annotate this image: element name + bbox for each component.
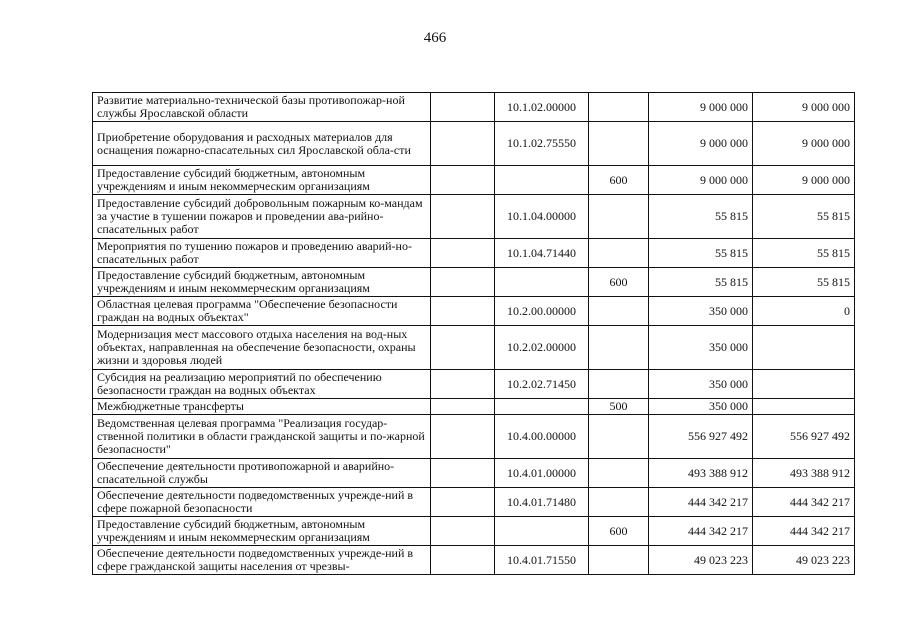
row-name: Обеспечение деятельности противопожарной и аварийно-спасательной службы xyxy=(93,459,431,488)
row-type xyxy=(589,370,649,399)
row-dept xyxy=(431,326,495,370)
row-type xyxy=(589,326,649,370)
row-dept xyxy=(431,399,495,415)
row-code: 10.2.02.71450 xyxy=(495,370,589,399)
row-name: Предоставление субсидий добровольным пожарным ко-мандам за участие в тушении пожаров и проведении ава-рийно-спасательных работ xyxy=(93,195,431,239)
table-row xyxy=(93,297,855,326)
row-code: 10.4.01.71480 xyxy=(495,488,589,517)
table-row xyxy=(93,517,855,546)
table-row xyxy=(93,239,855,268)
row-name: Областная целевая программа "Обеспечение безопасности граждан на водных объектах" xyxy=(93,297,431,326)
table-row xyxy=(93,546,855,575)
row-dept xyxy=(431,166,495,195)
row-dept xyxy=(431,297,495,326)
row-code: 10.2.00.00000 xyxy=(495,297,589,326)
row-sum2: 556 927 492 xyxy=(753,415,855,459)
row-sum1: 9 000 000 xyxy=(649,93,753,122)
row-dept xyxy=(431,517,495,546)
row-dept xyxy=(431,459,495,488)
row-type: 600 xyxy=(589,166,649,195)
row-sum2 xyxy=(753,399,855,415)
row-type xyxy=(589,415,649,459)
row-type xyxy=(589,459,649,488)
budget-table xyxy=(92,92,855,575)
row-name: Обеспечение деятельности подведомственных учрежде-ний в сфере гражданской защиты населения от чрезвы- xyxy=(93,546,431,575)
row-code: 10.4.00.00000 xyxy=(495,415,589,459)
row-sum2: 55 815 xyxy=(753,239,855,268)
row-type xyxy=(589,297,649,326)
row-name: Ведомственная целевая программа "Реализация государ-ственной политики в области гражданской защиты и по-жарной безопасности" xyxy=(93,415,431,459)
row-code xyxy=(495,517,589,546)
row-sum2: 493 388 912 xyxy=(753,459,855,488)
row-dept xyxy=(431,268,495,297)
table-row xyxy=(93,370,855,399)
row-sum1: 493 388 912 xyxy=(649,459,753,488)
row-sum2: 49 023 223 xyxy=(753,546,855,575)
row-sum1: 556 927 492 xyxy=(649,415,753,459)
row-sum1: 9 000 000 xyxy=(649,166,753,195)
row-sum1: 350 000 xyxy=(649,399,753,415)
row-sum2 xyxy=(753,370,855,399)
table-row xyxy=(93,399,855,415)
row-code: 10.4.01.00000 xyxy=(495,459,589,488)
row-sum1: 350 000 xyxy=(649,370,753,399)
row-dept xyxy=(431,195,495,239)
row-sum1: 55 815 xyxy=(649,268,753,297)
row-dept xyxy=(431,122,495,166)
row-type: 600 xyxy=(589,517,649,546)
row-sum1: 49 023 223 xyxy=(649,546,753,575)
row-code: 10.2.02.00000 xyxy=(495,326,589,370)
row-dept xyxy=(431,415,495,459)
row-sum2: 444 342 217 xyxy=(753,517,855,546)
row-type xyxy=(589,122,649,166)
table-row xyxy=(93,326,855,370)
row-sum2: 0 xyxy=(753,297,855,326)
table-row xyxy=(93,93,855,122)
row-name: Приобретение оборудования и расходных материалов для оснащения пожарно-спасательных сил Ярославской обла-сти xyxy=(93,122,431,166)
row-sum1: 350 000 xyxy=(649,297,753,326)
row-sum1: 444 342 217 xyxy=(649,517,753,546)
table-row xyxy=(93,459,855,488)
row-sum1: 55 815 xyxy=(649,195,753,239)
row-type xyxy=(589,195,649,239)
row-name: Предоставление субсидий бюджетным, автономным учреждениям и иным некоммерческим организациям xyxy=(93,268,431,297)
row-sum2: 9 000 000 xyxy=(753,122,855,166)
row-sum1: 350 000 xyxy=(649,326,753,370)
row-sum1: 9 000 000 xyxy=(649,122,753,166)
table-row xyxy=(93,488,855,517)
row-code xyxy=(495,268,589,297)
row-sum1: 444 342 217 xyxy=(649,488,753,517)
row-name: Модернизация мест массового отдыха населения на вод-ных объектах, направленная на обеспечение безопасности, охраны жизни и здоровья людей xyxy=(93,326,431,370)
row-code: 10.1.02.75550 xyxy=(495,122,589,166)
row-type xyxy=(589,239,649,268)
row-code: 10.1.04.00000 xyxy=(495,195,589,239)
row-sum2: 9 000 000 xyxy=(753,166,855,195)
row-type: 500 xyxy=(589,399,649,415)
row-sum1: 55 815 xyxy=(649,239,753,268)
row-type: 600 xyxy=(589,268,649,297)
row-type xyxy=(589,93,649,122)
row-code: 10.4.01.71550 xyxy=(495,546,589,575)
row-code xyxy=(495,399,589,415)
row-dept xyxy=(431,93,495,122)
row-name: Субсидия на реализацию мероприятий по обеспечению безопасности граждан на водных объектах xyxy=(93,370,431,399)
row-dept xyxy=(431,546,495,575)
row-name: Предоставление субсидий бюджетным, автономным учреждениям и иным некоммерческим организациям xyxy=(93,517,431,546)
table-row xyxy=(93,166,855,195)
row-type xyxy=(589,488,649,517)
row-dept xyxy=(431,370,495,399)
row-sum2: 9 000 000 xyxy=(753,93,855,122)
row-dept xyxy=(431,239,495,268)
table-row xyxy=(93,415,855,459)
page-number: 466 xyxy=(423,30,447,46)
row-sum2: 444 342 217 xyxy=(753,488,855,517)
row-code xyxy=(495,166,589,195)
row-name: Предоставление субсидий бюджетным, автономным учреждениям и иным некоммерческим организациям xyxy=(93,166,431,195)
row-code: 10.1.02.00000 xyxy=(495,93,589,122)
row-code: 10.1.04.71440 xyxy=(495,239,589,268)
row-name: Обеспечение деятельности подведомственных учрежде-ний в сфере пожарной безопасности xyxy=(93,488,431,517)
row-name: Развитие материально-технической базы противопожар-ной службы Ярославской области xyxy=(93,93,431,122)
row-sum2 xyxy=(753,326,855,370)
table-row xyxy=(93,122,855,166)
row-name: Мероприятия по тушению пожаров и проведению аварий-но-спасательных работ xyxy=(93,239,431,268)
table-row xyxy=(93,268,855,297)
table-row xyxy=(93,195,855,239)
row-sum2: 55 815 xyxy=(753,195,855,239)
row-name: Межбюджетные трансферты xyxy=(93,399,431,415)
row-type xyxy=(589,546,649,575)
row-dept xyxy=(431,488,495,517)
row-sum2: 55 815 xyxy=(753,268,855,297)
